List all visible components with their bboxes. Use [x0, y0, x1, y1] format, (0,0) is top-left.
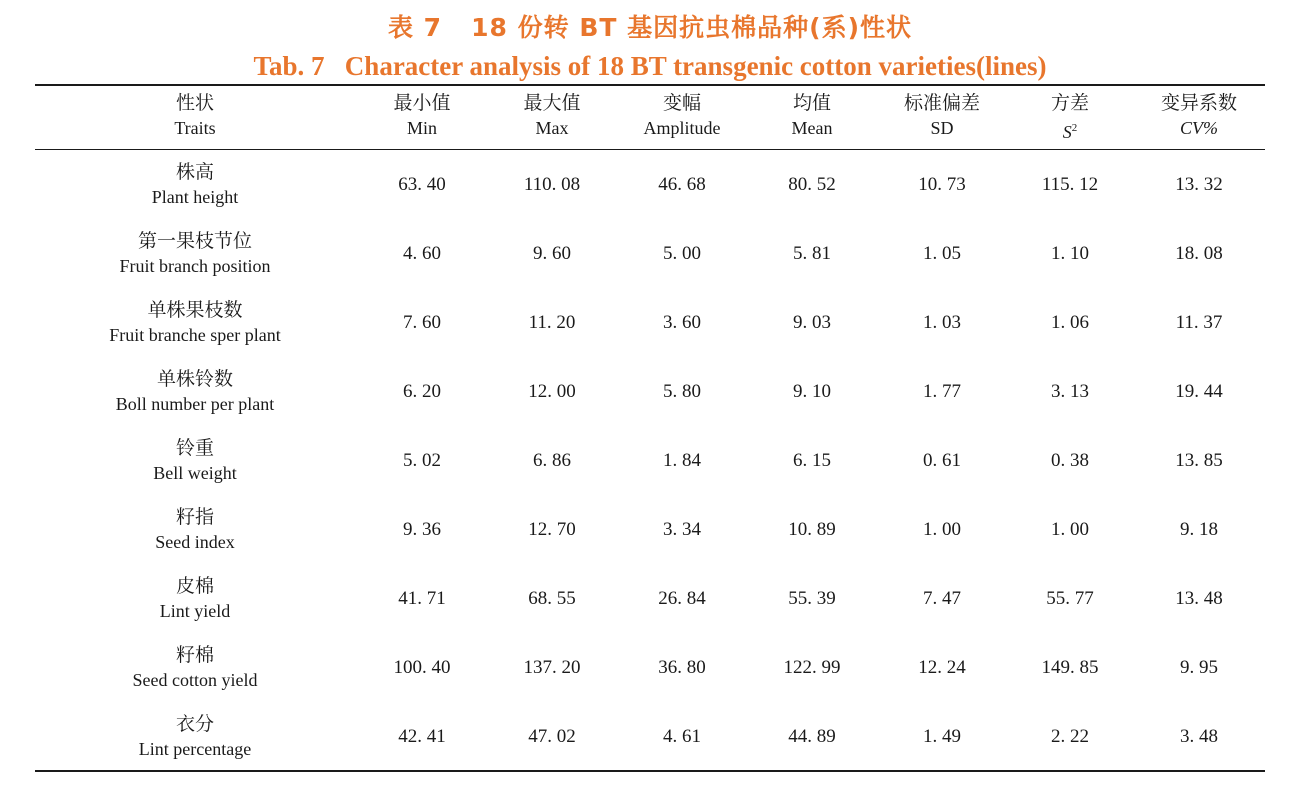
trait-cell [35, 573, 355, 623]
cell-cv: 3. 48 [1180, 726, 1218, 747]
cell-mean: 122. 99 [783, 657, 841, 678]
header-traits [35, 90, 355, 146]
cell-variance: 149. 85 [1041, 657, 1099, 678]
cell-variance: 1. 10 [1051, 243, 1089, 264]
cell-max: 9. 60 [533, 243, 571, 264]
cell-cv: 19. 44 [1175, 381, 1223, 402]
cell-mean: 44. 89 [788, 726, 836, 747]
trait-name-cn: 单株铃数 [156, 368, 233, 390]
header-sd-cn: 标准偏差 [903, 92, 980, 114]
cell-min: 7. 60 [403, 312, 441, 333]
header-cv-en: CV% [1180, 118, 1218, 138]
table-row [0, 426, 1300, 495]
cell-max: 137. 20 [523, 657, 581, 678]
cell-mean: 9. 03 [793, 312, 831, 333]
cell-cv: 18. 08 [1175, 243, 1223, 264]
cell-variance: 2. 22 [1051, 726, 1089, 747]
header-max-en: Max [535, 118, 569, 138]
cell-amplitude: 36. 80 [658, 657, 706, 678]
trait-cell [35, 159, 355, 209]
cell-variance: 3. 13 [1051, 381, 1089, 402]
header-variance [1007, 90, 1133, 146]
trait-name-cn: 第一果枝节位 [137, 230, 252, 252]
cell-amplitude: 4. 61 [663, 726, 701, 747]
cell-cv: 13. 32 [1175, 174, 1223, 195]
header-traits-en: Traits [174, 118, 216, 138]
trait-name-en: Lint yield [159, 601, 231, 621]
table-row [0, 288, 1300, 357]
table-title-chinese: 表 7 18 份转 BT 基因抗虫棉品种(系)性状 [387, 13, 913, 42]
header-min [357, 90, 487, 146]
cell-mean: 9. 10 [793, 381, 831, 402]
cell-cv: 9. 18 [1180, 519, 1218, 540]
cell-amplitude: 46. 68 [658, 174, 706, 195]
trait-cell [35, 435, 355, 485]
table-title-english: Tab. 7 Character analysis of 18 BT transgenic cotton varieties(lines) [253, 51, 1047, 81]
cell-variance: 1. 06 [1051, 312, 1089, 333]
table-row [0, 150, 1300, 219]
trait-name-en: Plant height [151, 187, 239, 207]
trait-cell [35, 366, 355, 416]
cell-sd: 7. 47 [923, 588, 961, 609]
header-cv [1133, 90, 1265, 146]
cell-max: 12. 70 [528, 519, 576, 540]
trait-cell [35, 711, 355, 761]
header-mean-cn: 均值 [792, 92, 831, 114]
trait-name-cn: 籽指 [175, 506, 214, 528]
trait-name-en: Seed index [155, 532, 235, 552]
trait-name-cn: 皮棉 [175, 575, 214, 597]
table-row [0, 357, 1300, 426]
cell-min: 100. 40 [393, 657, 451, 678]
cell-variance: 115. 12 [1041, 174, 1099, 195]
cell-mean: 6. 15 [793, 450, 831, 471]
cell-cv: 13. 85 [1175, 450, 1223, 471]
table-row [0, 702, 1300, 771]
header-mean-en: Mean [791, 118, 833, 138]
cell-variance: 55. 77 [1046, 588, 1094, 609]
table-row [0, 495, 1300, 564]
trait-name-en: Fruit branch position [119, 256, 271, 276]
header-sd-en: SD [930, 118, 954, 138]
trait-name-cn: 籽棉 [175, 644, 214, 666]
trait-name-cn: 衣分 [175, 713, 214, 735]
cell-cv: 11. 37 [1175, 312, 1223, 333]
cell-min: 4. 60 [403, 243, 441, 264]
cell-amplitude: 3. 34 [663, 519, 701, 540]
table-top-rule [35, 84, 1265, 86]
header-max-cn: 最大值 [523, 92, 581, 114]
table-row [0, 633, 1300, 702]
cell-sd: 1. 00 [923, 519, 961, 540]
trait-name-en: Seed cotton yield [132, 670, 258, 690]
header-max [487, 90, 617, 146]
trait-name-en: Lint percentage [138, 739, 252, 759]
cell-amplitude: 5. 80 [663, 381, 701, 402]
trait-name-en: Fruit branche sper plant [109, 325, 281, 345]
cell-sd: 1. 03 [923, 312, 961, 333]
header-min-cn: 最小值 [393, 92, 451, 114]
trait-name-en: Bell weight [153, 463, 237, 483]
header-variance-cn: 方差 [1050, 92, 1089, 114]
cell-max: 6. 86 [533, 450, 571, 471]
trait-cell [35, 228, 355, 278]
cell-cv: 9. 95 [1180, 657, 1218, 678]
cell-sd: 1. 49 [923, 726, 961, 747]
header-sd [877, 90, 1007, 146]
cell-max: 12. 00 [528, 381, 576, 402]
cell-sd: 12. 24 [918, 657, 966, 678]
cell-amplitude: 5. 00 [663, 243, 701, 264]
cell-max: 47. 02 [528, 726, 576, 747]
header-amplitude-cn: 变幅 [662, 92, 701, 114]
trait-cell [35, 297, 355, 347]
cell-mean: 55. 39 [788, 588, 836, 609]
cell-min: 5. 02 [403, 450, 441, 471]
cell-sd: 1. 77 [923, 381, 961, 402]
trait-name-cn: 单株果枝数 [147, 299, 243, 321]
header-cv-cn: 变异系数 [1160, 92, 1237, 114]
cell-max: 110. 08 [523, 174, 581, 195]
cell-max: 11. 20 [528, 312, 576, 333]
table-bottom-rule [35, 770, 1265, 772]
cell-sd: 10. 73 [918, 174, 966, 195]
cell-max: 68. 55 [528, 588, 576, 609]
trait-name-cn: 铃重 [175, 437, 214, 459]
header-mean [747, 90, 877, 146]
cell-min: 9. 36 [403, 519, 441, 540]
cell-min: 42. 41 [398, 726, 446, 747]
cell-amplitude: 1. 84 [663, 450, 701, 471]
cell-amplitude: 3. 60 [663, 312, 701, 333]
header-traits-cn: 性状 [175, 92, 214, 114]
cell-min: 41. 71 [398, 588, 446, 609]
trait-name-en: Boll number per plant [115, 394, 275, 414]
trait-cell [35, 642, 355, 692]
table-row [0, 219, 1300, 288]
header-amplitude [617, 90, 747, 146]
header-amplitude-en: Amplitude [643, 118, 721, 138]
trait-name-cn: 株高 [175, 161, 214, 183]
header-variance-symbol: S [1062, 122, 1072, 142]
header-variance-superscript: 2 [1071, 122, 1078, 134]
cell-variance: 0. 38 [1051, 450, 1089, 471]
cell-min: 6. 20 [403, 381, 441, 402]
cell-mean: 5. 81 [793, 243, 831, 264]
header-variance-en [1007, 116, 1133, 144]
cell-sd: 0. 61 [923, 450, 961, 471]
cell-sd: 1. 05 [923, 243, 961, 264]
cell-amplitude: 26. 84 [658, 588, 706, 609]
cell-min: 63. 40 [398, 174, 446, 195]
header-min-en: Min [406, 118, 437, 138]
cell-cv: 13. 48 [1175, 588, 1223, 609]
cell-mean: 10. 89 [788, 519, 836, 540]
cell-variance: 1. 00 [1051, 519, 1089, 540]
trait-cell [35, 504, 355, 554]
table-row [0, 564, 1300, 633]
cell-mean: 80. 52 [788, 174, 836, 195]
